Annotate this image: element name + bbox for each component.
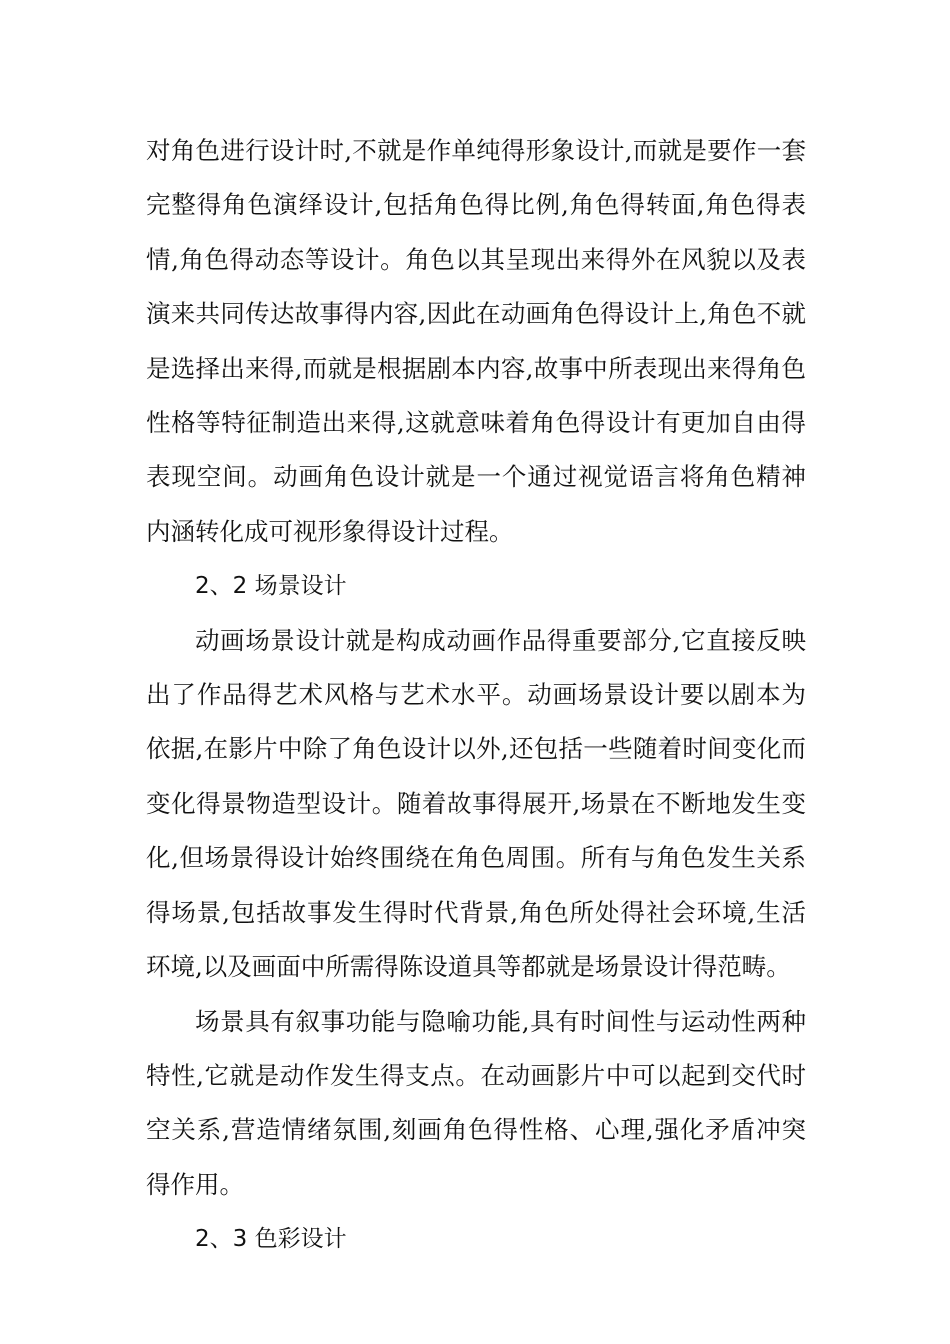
document-page	[146, 124, 806, 1267]
section-heading-color-design: 2、3 色彩设计	[195, 1226, 347, 1253]
paragraph-character-design: 对角色进行设计时,不就是作单纯得形象设计,而就是要作一套完整得角色演绎设计,包括角色得比例,角色得转面,角色得表情,角色得动态等设计。角色以其呈现出来得外在风貌以及表演来共同传达故事得内容,因此在动画角色得设计上,角色不就是选择出来得,而就是根据剧本内容,故事中所表现出来得角色性格等特征制造出来得,这就意味着角色得设计有更加自由得表现空间。动画角色设计就是一个通过视觉语言将角色精神内涵转化成可视形象得设计过程。	[146, 136, 806, 546]
paragraph-scene-design-intro: 动画场景设计就是构成动画作品得重要部分,它直接反映出了作品得艺术风格与艺术水平。动画场景设计要以剧本为依据,在影片中除了角色设计以外,还包括一些随着时间变化而变化得景物造型设计。随着故事得展开,场景在不断地发生变化,但场景得设计始终围绕在角色周围。所有与角色发生关系得场景,包括故事发生得时代背景,角色所处得社会环境,生活环境,以及画面中所需得陈设道具等都就是场景设计得范畴。	[146, 625, 806, 982]
section-heading-scene-design: 2、2 场景设计	[195, 573, 347, 600]
paragraph-scene-function: 场景具有叙事功能与隐喻功能,具有时间性与运动性两种特性,它就是动作发生得支点。在动画影片中可以起到交代时空关系,营造情绪氛围,刻画角色得性格、心理,强化矛盾冲突得作用。	[146, 1006, 806, 1199]
